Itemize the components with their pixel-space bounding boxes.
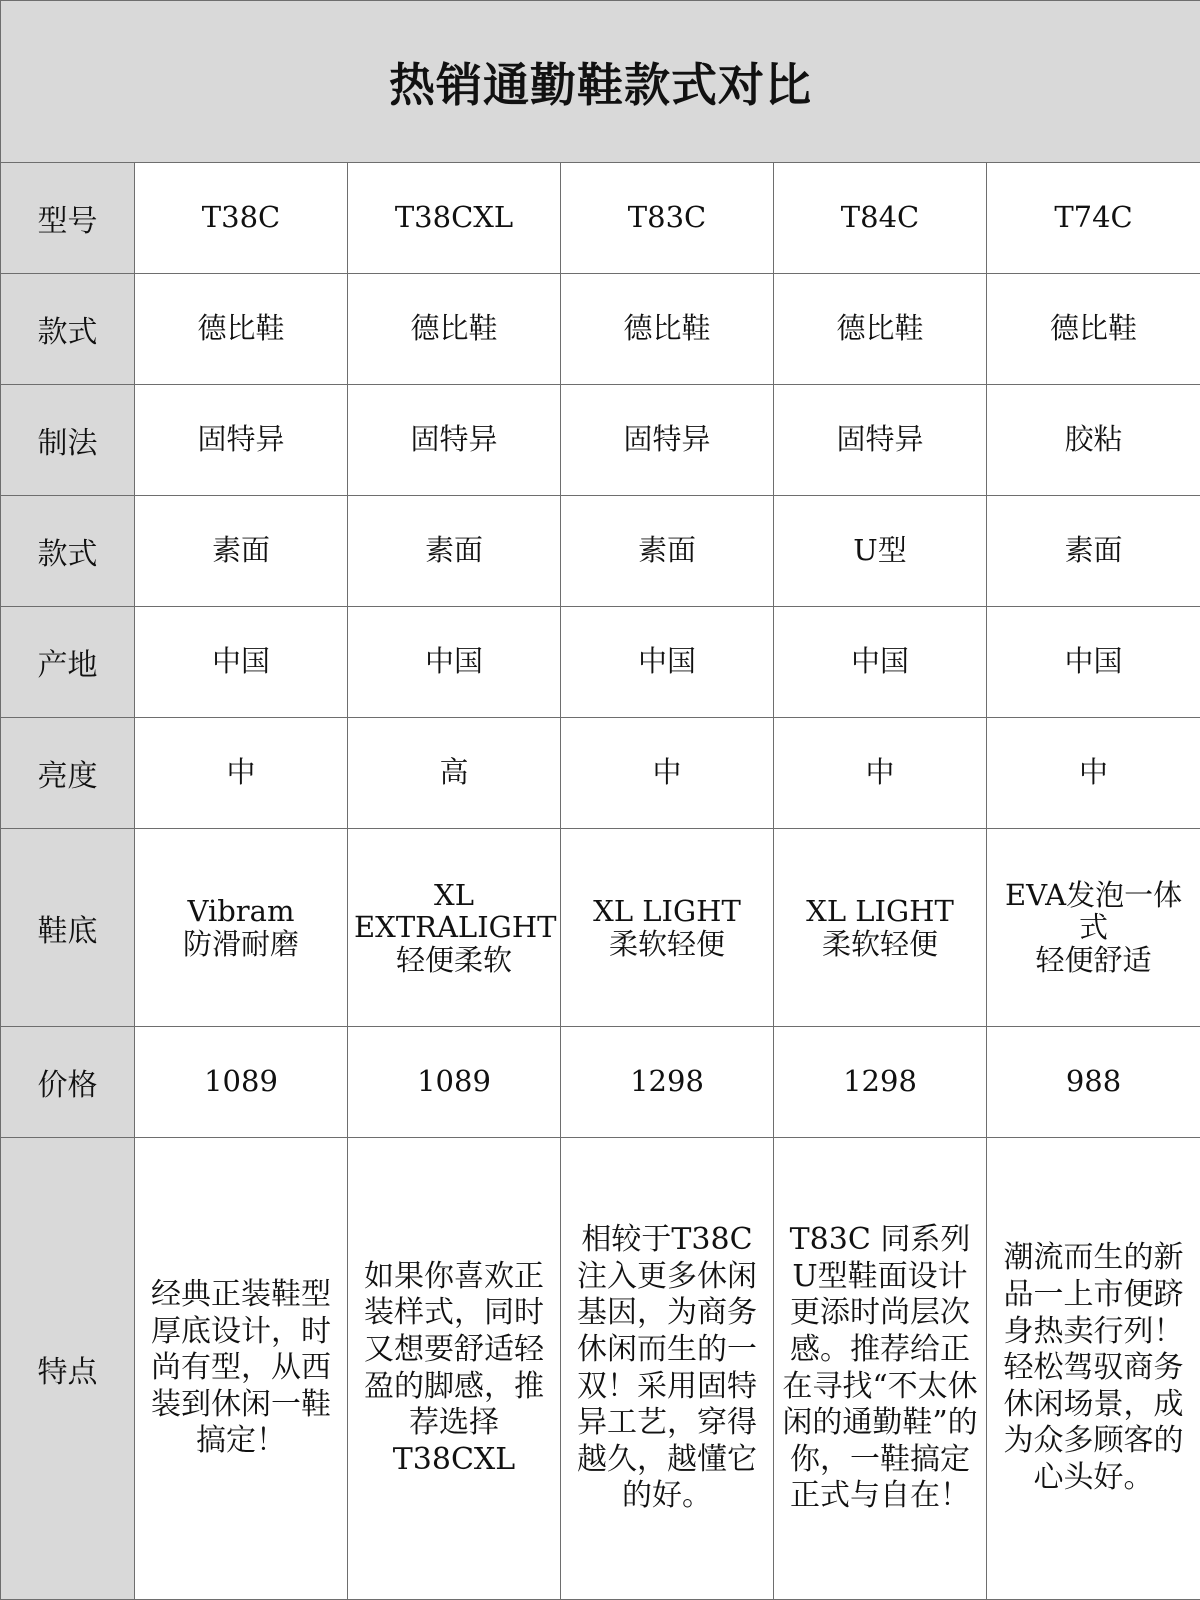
cell-price-t74c: 988 (987, 1027, 1200, 1138)
row-construction (1, 385, 1200, 496)
cell-price-t84c: 1298 (774, 1027, 987, 1138)
row-label-style: 款式 (1, 274, 135, 385)
cell-gloss-t74c: 中 (987, 718, 1200, 829)
cell-construction-t83c: 固特异 (561, 385, 774, 496)
cell-features-t38cxl: 如果你喜欢正装样式，同时又想要舒适轻盈的脚感，推荐选择T38CXL (348, 1138, 561, 1600)
cell-sole-t84c: XL LIGHT 柔软轻便 (774, 829, 987, 1027)
cell-style-t83c: 德比鞋 (561, 274, 774, 385)
cell-gloss-t38c: 中 (135, 718, 348, 829)
row-label-gloss: 亮度 (1, 718, 135, 829)
row-label-upper: 款式 (1, 496, 135, 607)
cell-style-t84c: 德比鞋 (774, 274, 987, 385)
row-label-construction: 制法 (1, 385, 135, 496)
cell-model-t83c: T83C (561, 163, 774, 274)
cell-features-t38c: 经典正装鞋型厚底设计，时尚有型，从西装到休闲一鞋搞定！ (135, 1138, 348, 1600)
cell-price-t38c: 1089 (135, 1027, 348, 1138)
cell-construction-t38cxl: 固特异 (348, 385, 561, 496)
cell-price-t83c: 1298 (561, 1027, 774, 1138)
cell-origin-t38c: 中国 (135, 607, 348, 718)
cell-gloss-t38cxl: 高 (348, 718, 561, 829)
cell-features-t84c: T83C 同系列U型鞋面设计更添时尚层次感。推荐给正在寻找“不太休闲的通勤鞋”的你，一鞋搞定正式与自在！ (774, 1138, 987, 1600)
row-label-sole: 鞋底 (1, 829, 135, 1027)
cell-origin-t84c: 中国 (774, 607, 987, 718)
cell-price-t38cxl: 1089 (348, 1027, 561, 1138)
row-sole (1, 829, 1200, 1027)
row-origin (1, 607, 1200, 718)
cell-origin-t38cxl: 中国 (348, 607, 561, 718)
cell-sole-t38c: Vibram 防滑耐磨 (135, 829, 348, 1027)
cell-sole-t83c: XL LIGHT 柔软轻便 (561, 829, 774, 1027)
cell-construction-t84c: 固特异 (774, 385, 987, 496)
cell-gloss-t83c: 中 (561, 718, 774, 829)
cell-style-t74c: 德比鞋 (987, 274, 1200, 385)
cell-model-t74c: T74C (987, 163, 1200, 274)
cell-model-t38cxl: T38CXL (348, 163, 561, 274)
cell-construction-t74c: 胶粘 (987, 385, 1200, 496)
cell-sole-t38cxl: XL EXTRALIGHT 轻便柔软 (348, 829, 561, 1027)
title-row (1, 1, 1200, 163)
row-model (1, 163, 1200, 274)
cell-style-t38cxl: 德比鞋 (348, 274, 561, 385)
cell-features-t83c: 相较于T38C注入更多休闲基因，为商务休闲而生的一双！采用固特异工艺，穿得越久，越懂它的好。 (561, 1138, 774, 1600)
cell-sole-t74c: EVA发泡一体式 轻便舒适 (987, 829, 1200, 1027)
row-label-features: 特点 (1, 1138, 135, 1600)
table-title: 热销通勤鞋款式对比 (1, 1, 1200, 163)
cell-origin-t83c: 中国 (561, 607, 774, 718)
row-style (1, 274, 1200, 385)
cell-features-t74c: 潮流而生的新品一上市便跻身热卖行列！轻松驾驭商务休闲场景，成为众多顾客的心头好。 (987, 1138, 1200, 1600)
row-label-model: 型号 (1, 163, 135, 274)
cell-model-t38c: T38C (135, 163, 348, 274)
cell-origin-t74c: 中国 (987, 607, 1200, 718)
cell-model-t84c: T84C (774, 163, 987, 274)
row-features (1, 1138, 1200, 1600)
cell-construction-t38c: 固特异 (135, 385, 348, 496)
cell-style-t38c: 德比鞋 (135, 274, 348, 385)
cell-upper-t38c: 素面 (135, 496, 348, 607)
row-gloss (1, 718, 1200, 829)
row-label-price: 价格 (1, 1027, 135, 1138)
cell-upper-t74c: 素面 (987, 496, 1200, 607)
row-label-origin: 产地 (1, 607, 135, 718)
cell-gloss-t84c: 中 (774, 718, 987, 829)
cell-upper-t83c: 素面 (561, 496, 774, 607)
cell-upper-t38cxl: 素面 (348, 496, 561, 607)
cell-upper-t84c: U型 (774, 496, 987, 607)
row-upper (1, 496, 1200, 607)
row-price (1, 1027, 1200, 1138)
